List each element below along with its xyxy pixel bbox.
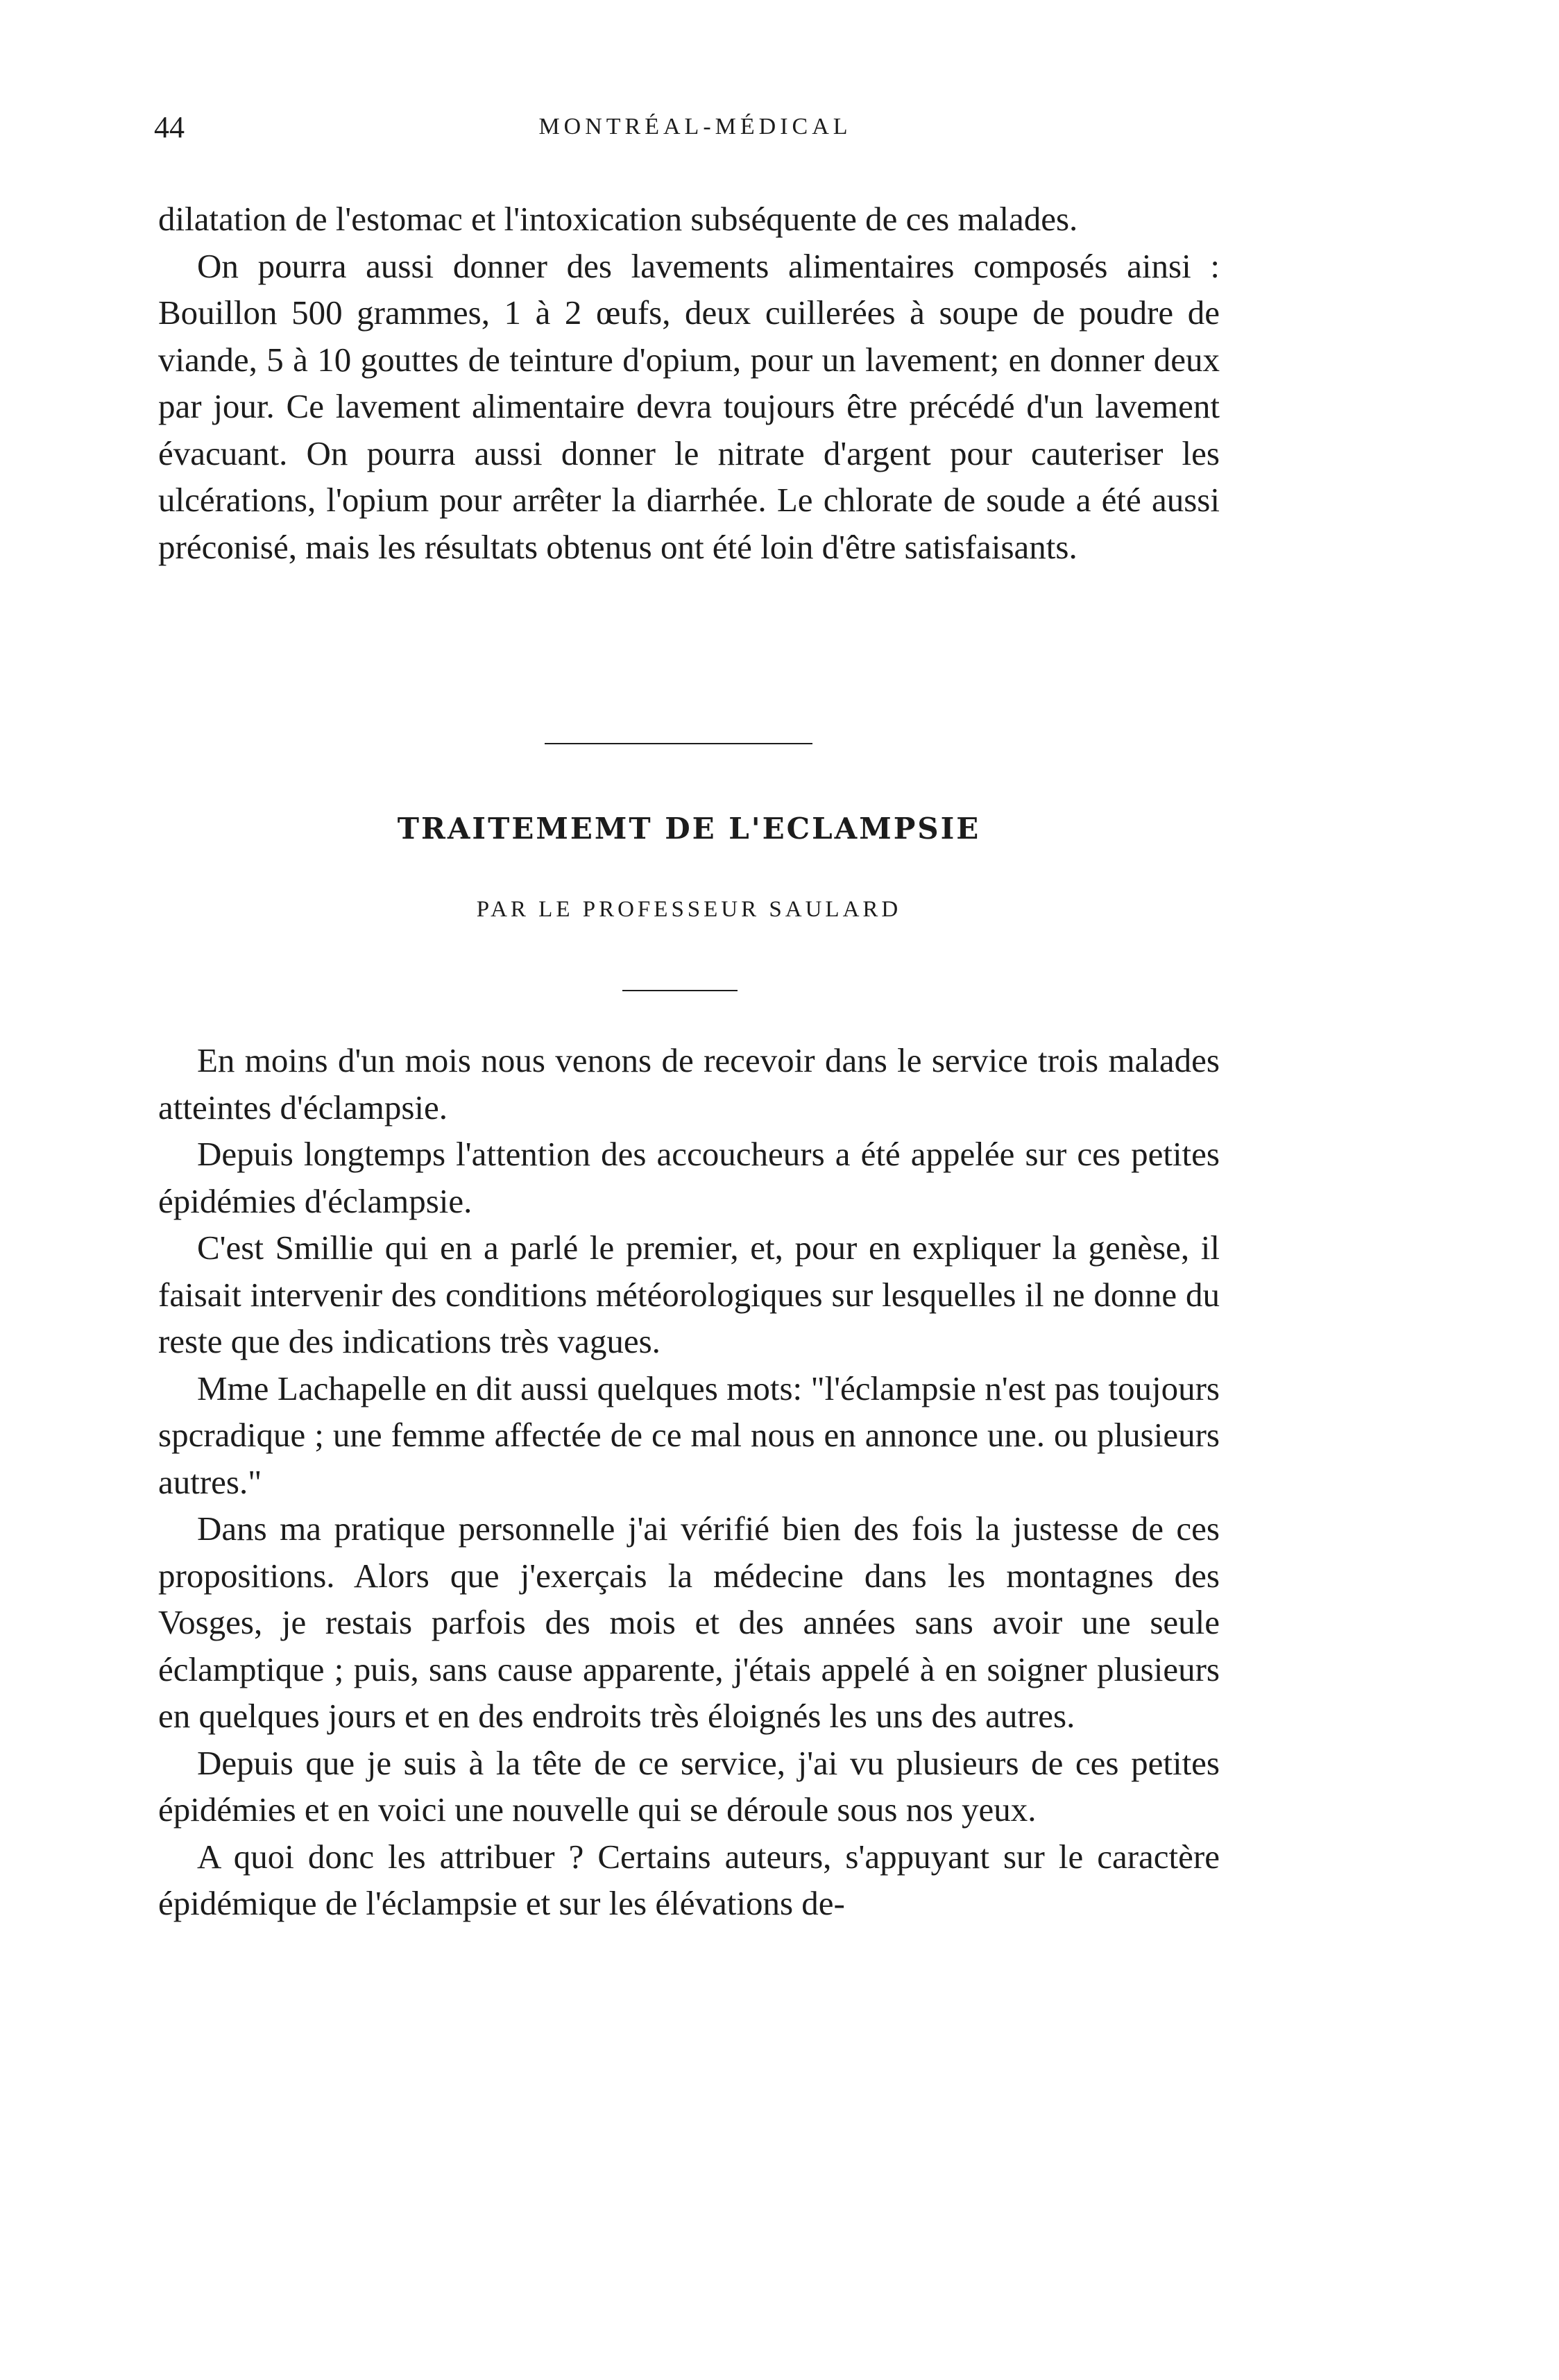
paragraph: Mme Lachapelle en dit aussi quelques mots: "l'éclampsie n'est pas toujours spcradique ; une femme affectée de ce mal nous en annonce une. ou plusieurs autres." [158, 1369, 1220, 1501]
title-divider [622, 990, 738, 991]
article-body [158, 1037, 1220, 1927]
running-head: MONTRÉAL-MÉDICAL [538, 114, 852, 139]
paragraph: A quoi donc les attribuer ? Certains auteurs, s'appuyant sur le caractère épidémique de l'éclampsie et sur les élévations de- [158, 1837, 1220, 1922]
paragraph: Dans ma pratique personnelle j'ai vérifié bien des fois la justesse de ces propositions. Alors que j'exerçais la médecine dans les montagnes des Vosges, je restais parfois des mois et des années sans avoir une seule éclamptique ; puis, sans cause apparente, j'étais appelé à en soigner plusieurs en quelques jours et en des endroits très éloignés les uns des autres. [158, 1509, 1220, 1735]
paragraph: Depuis que je suis à la tête de ce service, j'ai vu plusieurs de ces petites épidémies et en voici une nouvelle qui se déroule sous nos yeux. [158, 1743, 1220, 1829]
previous-article-text [158, 196, 1220, 570]
article-byline: PAR LE PROFESSEUR SAULARD [476, 897, 902, 922]
paragraph: C'est Smillie qui en a parlé le premier, et, pour en expliquer la genèse, il faisait intervenir des conditions météorologiques sur lesquelles il ne donne du reste que des indications très vagues. [158, 1228, 1220, 1360]
section-divider [545, 743, 812, 744]
page-number: 44 [154, 110, 185, 144]
paragraph: Depuis longtemps l'attention des accoucheurs a été appelée sur ces petites épidémies d'éclampsie. [158, 1135, 1220, 1220]
article-title: TRAITEMEMT DE L'ECLAMPSIE [397, 812, 981, 846]
paragraph: dilatation de l'estomac et l'intoxication subséquente de ces malades. [158, 200, 1078, 238]
paragraph: En moins d'un mois nous venons de recevoir dans le service trois malades atteintes d'éclampsie. [158, 1041, 1220, 1127]
paragraph: On pourra aussi donner des lavements alimentaires composés ainsi : Bouillon 500 grammes, 1 à 2 œufs, deux cuillerées à soupe de poudre de viande, 5 à 10 gouttes de teinture d'opium, pour un lavement; en donner deux par jour. Ce lavement alimentaire devra toujours être précédé d'un lavement évacuant. On pourra aussi donner le nitrate d'argent pour cauteriser les ulcérations, l'opium pour arrêter la diarrhée. Le chlorate de soude a été aussi préconisé, mais les résultats obtenus ont été loin d'être satisfaisants. [158, 246, 1220, 566]
page-header [154, 110, 1236, 151]
